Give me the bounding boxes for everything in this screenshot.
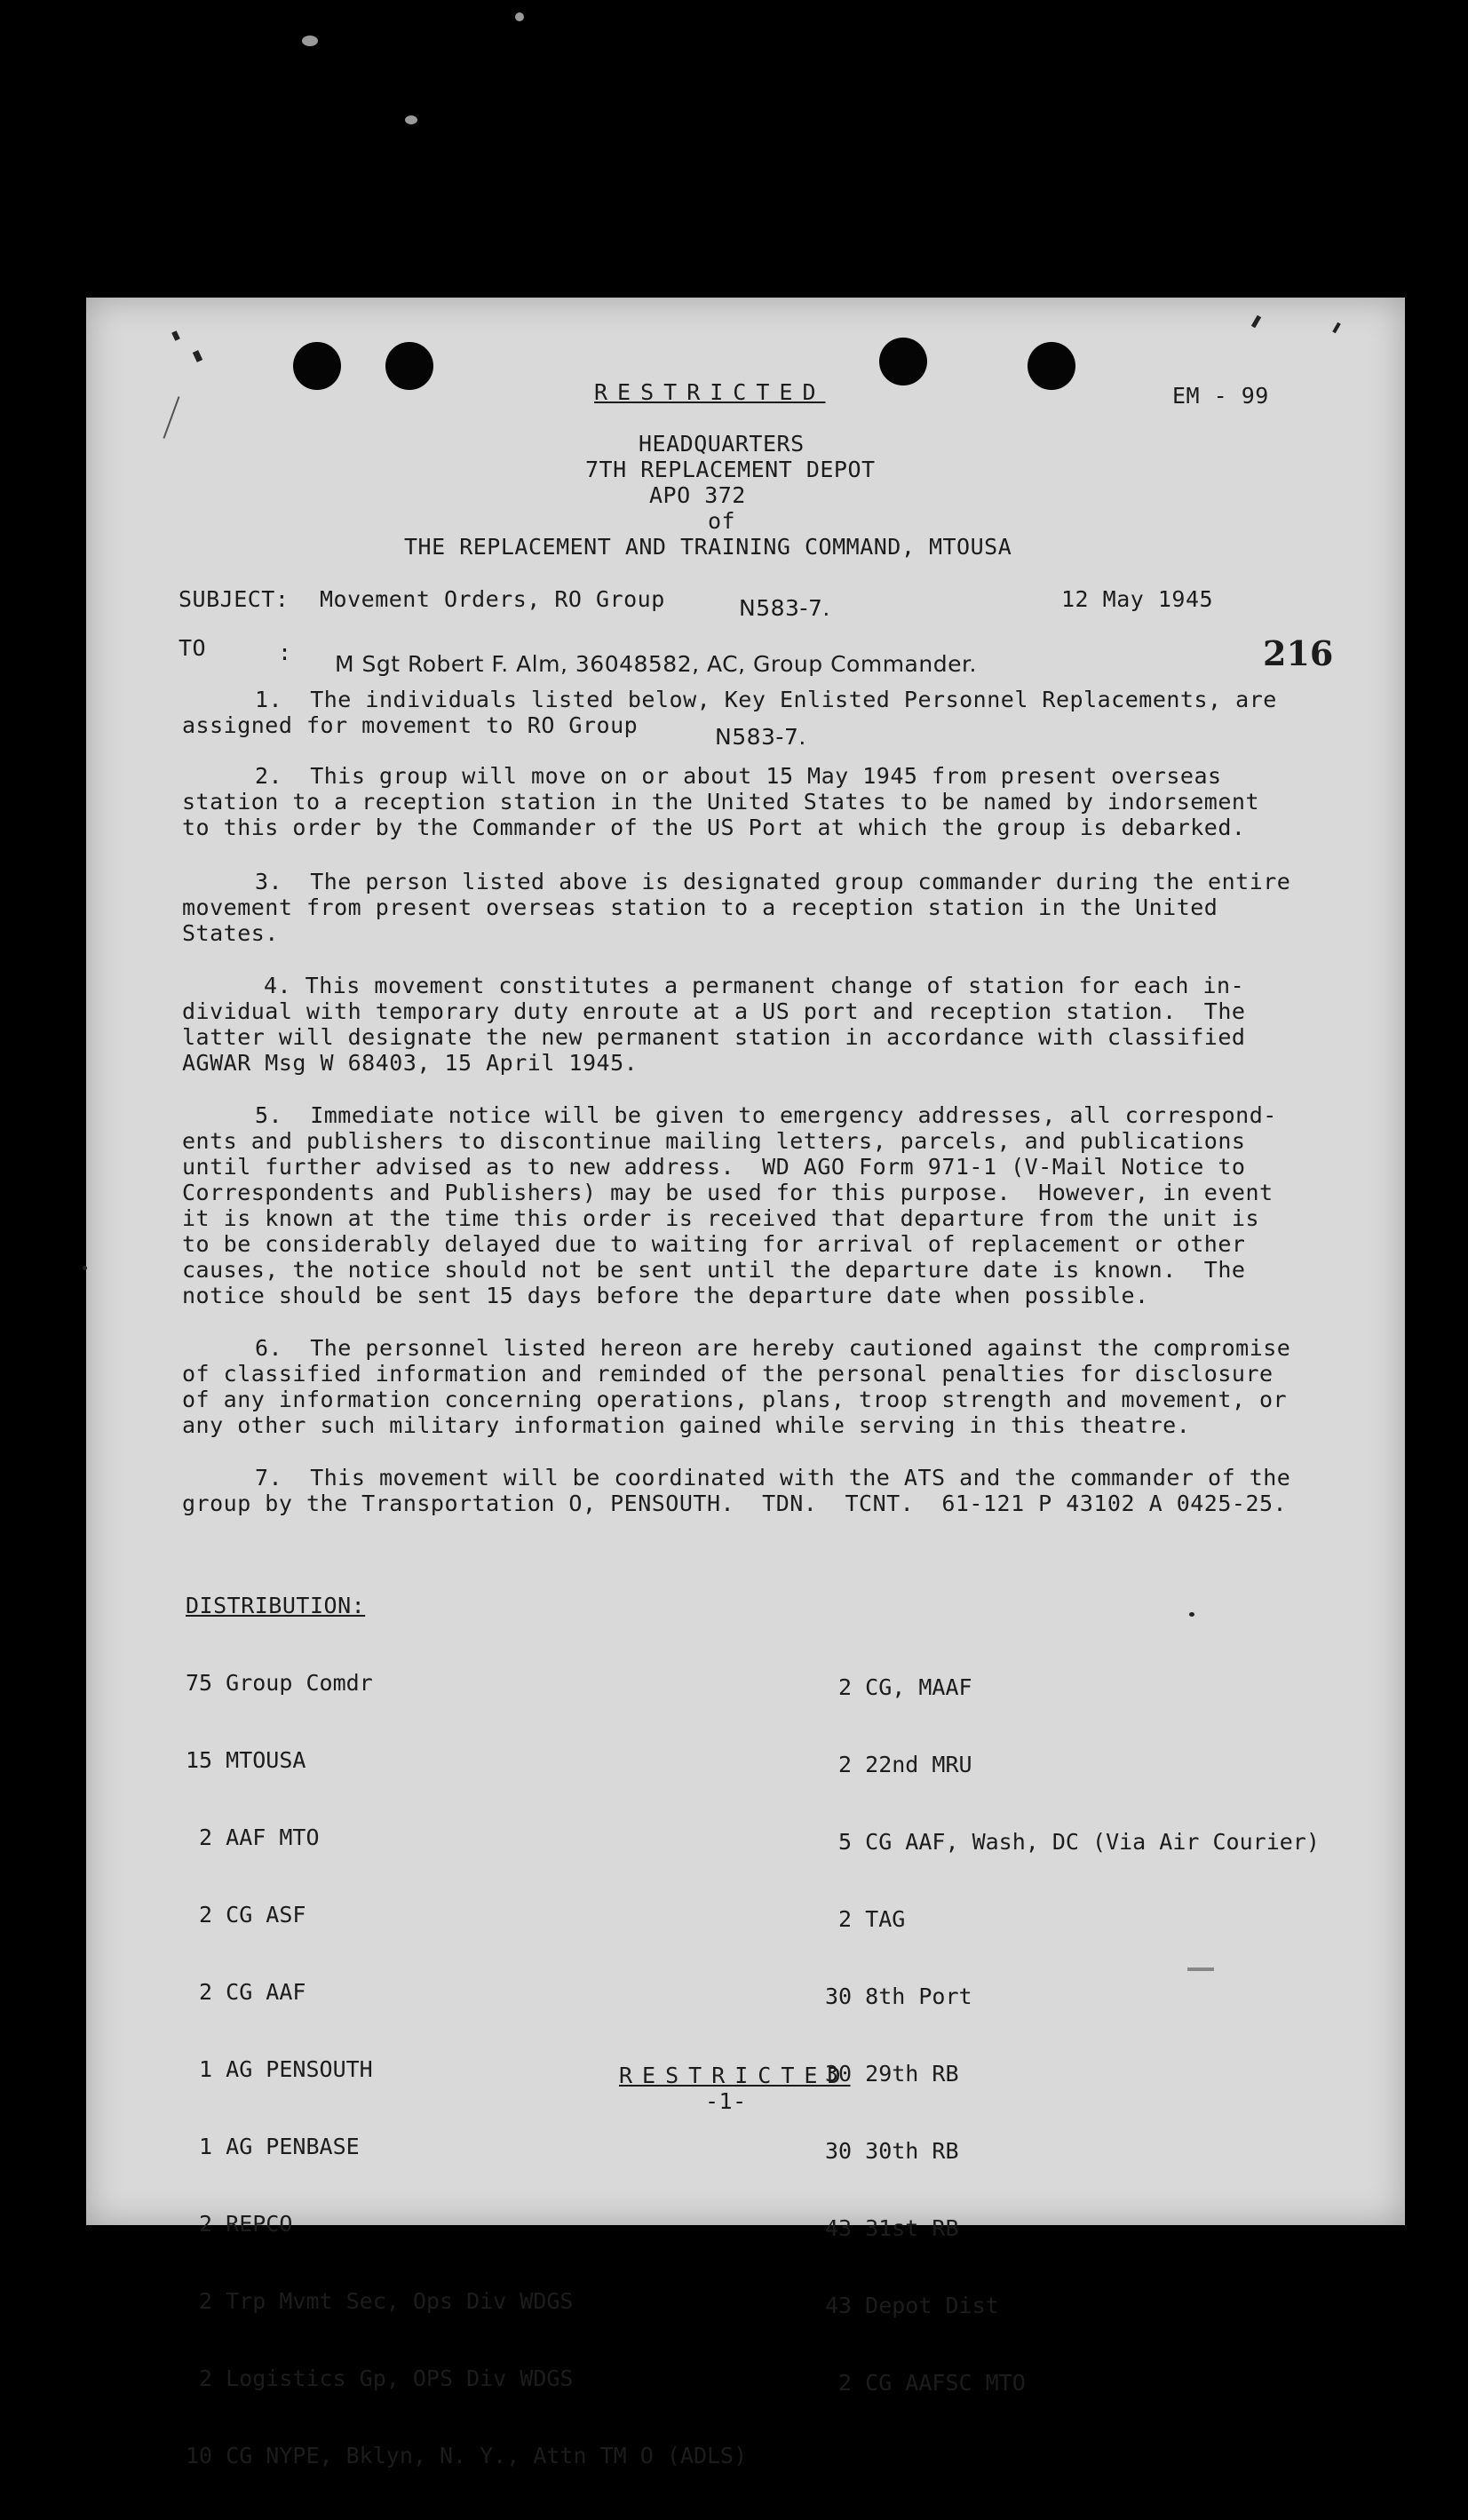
distribution-item: 2 TAG xyxy=(825,1906,906,1932)
punch-hole xyxy=(385,342,433,390)
paragraph-5-line-1: 5. Immediate notice will be given to emergency addresses, all correspond- xyxy=(255,1102,1277,1128)
distribution-item: 43 Depot Dist xyxy=(825,2293,999,2318)
film-speck xyxy=(302,36,318,46)
paragraph-2-line-2: station to a reception station in the United States to be named by indorsement xyxy=(182,789,1259,815)
stray-mark xyxy=(1189,1612,1194,1617)
paragraph-6-line-4: any other such military information gained while serving in this theatre. xyxy=(182,1412,1191,1438)
document-page xyxy=(86,298,1405,2468)
page-number: -1- xyxy=(705,2088,747,2114)
distribution-item: 15 MTOUSA xyxy=(186,1747,306,1773)
paragraph-3-line-3: States. xyxy=(182,920,279,946)
stray-mark xyxy=(1332,322,1340,333)
paragraph-5-line-3: until further advised as to new address. WD AGO Form 971-1 (V-Mail Notice to xyxy=(182,1154,1246,1180)
stray-mark xyxy=(163,396,180,439)
hq-line-2: 7TH REPLACEMENT DEPOT xyxy=(585,457,876,482)
paragraph-7-line-1: 7. This movement will be coordinated with the ATS and the commander of the xyxy=(255,1465,1291,1491)
paragraph-5-line-2: ents and publishers to discontinue mailing letters, parcels, and publications xyxy=(182,1128,1246,1154)
paragraph-6-line-1: 6. The personnel listed hereon are hereby cautioned against the compromise xyxy=(255,1335,1291,1361)
paragraph-2-line-1: 2. This group will move on or about 15 May 1945 from present overseas xyxy=(255,763,1222,789)
paragraph-7-line-2: group by the Transportation O, PENSOUTH. TDN. TCNT. 61-121 P 43102 A 0425-25. xyxy=(182,1491,1288,1516)
film-speck xyxy=(405,115,417,124)
subject-group-code: N583-7. xyxy=(739,595,830,621)
distribution-item: 30 8th Port xyxy=(825,1983,972,2009)
paragraph-4-line-3: latter will designate the new permanent station in accordance with classified xyxy=(182,1024,1246,1050)
paragraph-1-group-code: N583-7. xyxy=(715,724,806,750)
subject-text: Movement Orders, RO Group xyxy=(320,586,665,612)
distribution-item: 5 CG AAF, Wash, DC (Via Air Courier) xyxy=(825,1829,1320,1855)
distribution-item: 75 Group Comdr xyxy=(186,1670,373,1696)
distribution-item: 2 CG, MAAF xyxy=(825,1674,972,1700)
hq-line-4: of xyxy=(708,508,736,534)
stray-mark xyxy=(193,350,202,362)
distribution-item: 43 31st RB xyxy=(825,2215,959,2241)
paragraph-4-line-4: AGWAR Msg W 68403, 15 April 1945. xyxy=(182,1050,639,1076)
to-text: M Sgt Robert F. Alm, 36048582, AC, Group Commander. xyxy=(335,651,977,677)
distribution-item: 1 AG PENSOUTH xyxy=(186,2056,373,2082)
hq-line-1: HEADQUARTERS xyxy=(639,431,805,457)
document-number: 216 xyxy=(1263,633,1334,673)
distribution-item: 2 Trp Mvmt Sec, Ops Div WDGS xyxy=(186,2288,574,2314)
restricted-footer: RESTRICTED xyxy=(619,2063,851,2088)
paragraph-3-line-1: 3. The person listed above is designated group commander during the entire xyxy=(255,869,1291,894)
punch-hole xyxy=(879,338,927,386)
distribution-item: 30 29th RB xyxy=(825,2061,959,2087)
paragraph-5-line-6: to be considerably delayed due to waiting for arrival of replacement or other xyxy=(182,1231,1246,1257)
paragraph-4-line-2: dividual with temporary duty enroute at a US port and reception station. The xyxy=(182,998,1246,1024)
to-label: TO xyxy=(179,635,207,661)
paragraph-6-line-2: of classified information and reminded of the personal penalties for disclosure xyxy=(182,1361,1274,1387)
paragraph-5-line-4: Correspondents and Publishers) may be used for this purpose. However, in event xyxy=(182,1180,1274,1205)
paragraph-2-line-3: to this order by the Commander of the US Port at which the group is debarked. xyxy=(182,815,1246,840)
punch-hole xyxy=(293,342,341,390)
paragraph-5-line-7: causes, the notice should not be sent until the departure date is known. The xyxy=(182,1257,1246,1283)
distribution-item: 2 Logistics Gp, OPS Div WDGS xyxy=(186,2365,574,2391)
paragraph-6-line-3: of any information concerning operations, plans, troop strength and movement, or xyxy=(182,1387,1288,1412)
hq-line-3: APO 372 xyxy=(649,482,746,508)
film-speck xyxy=(515,12,524,21)
stray-mark xyxy=(171,330,180,341)
distribution-heading: DISTRIBUTION: xyxy=(186,1593,366,1618)
distribution-item: 10 CG NYPE, Bklyn, N. Y., Attn TM O (ADLS) xyxy=(186,2443,748,2468)
subject-label: SUBJECT: xyxy=(179,586,290,612)
distribution-item: 2 AAF MTO xyxy=(186,1824,320,1850)
paragraph-5-line-8: notice should be sent 15 days before the departure date when possible. xyxy=(182,1283,1149,1308)
distribution-item: 2 CG AAF xyxy=(186,1979,306,2005)
paragraph-1-line-1: 1. The individuals listed below, Key Enlisted Personnel Replacements, are xyxy=(255,687,1277,712)
hq-line-5: THE REPLACEMENT AND TRAINING COMMAND, MTOUSA xyxy=(404,534,1012,560)
distribution-item: 30 30th RB xyxy=(825,2138,959,2164)
distribution-item: 2 CG AAFSC MTO xyxy=(825,2370,1026,2396)
to-colon: : xyxy=(278,640,292,665)
distribution-item: 2 CG ASF xyxy=(186,1902,306,1928)
paragraph-5-line-5: it is known at the time this order is received that departure from the unit is xyxy=(182,1205,1259,1231)
punch-hole xyxy=(1028,342,1075,390)
stray-mark xyxy=(83,1266,87,1270)
paragraph-1-line-2: assigned for movement to RO Group xyxy=(182,712,639,738)
form-id: EM - 99 xyxy=(1172,383,1269,409)
subject-date: 12 May 1945 xyxy=(1061,586,1214,612)
distribution-item: 2 REPCO xyxy=(186,2211,293,2237)
paragraph-4-line-1: 4. This movement constitutes a permanent change of station for each in- xyxy=(264,973,1245,998)
restricted-heading: RESTRICTED xyxy=(594,379,826,405)
distribution-item: 2 22nd MRU xyxy=(825,1752,972,1777)
stray-mark xyxy=(1251,315,1261,329)
distribution-right-list xyxy=(825,1623,1320,2447)
paragraph-3-line-2: movement from present overseas station to a reception station in the United xyxy=(182,894,1218,920)
distribution-item: 1 AG PENBASE xyxy=(186,2134,360,2159)
